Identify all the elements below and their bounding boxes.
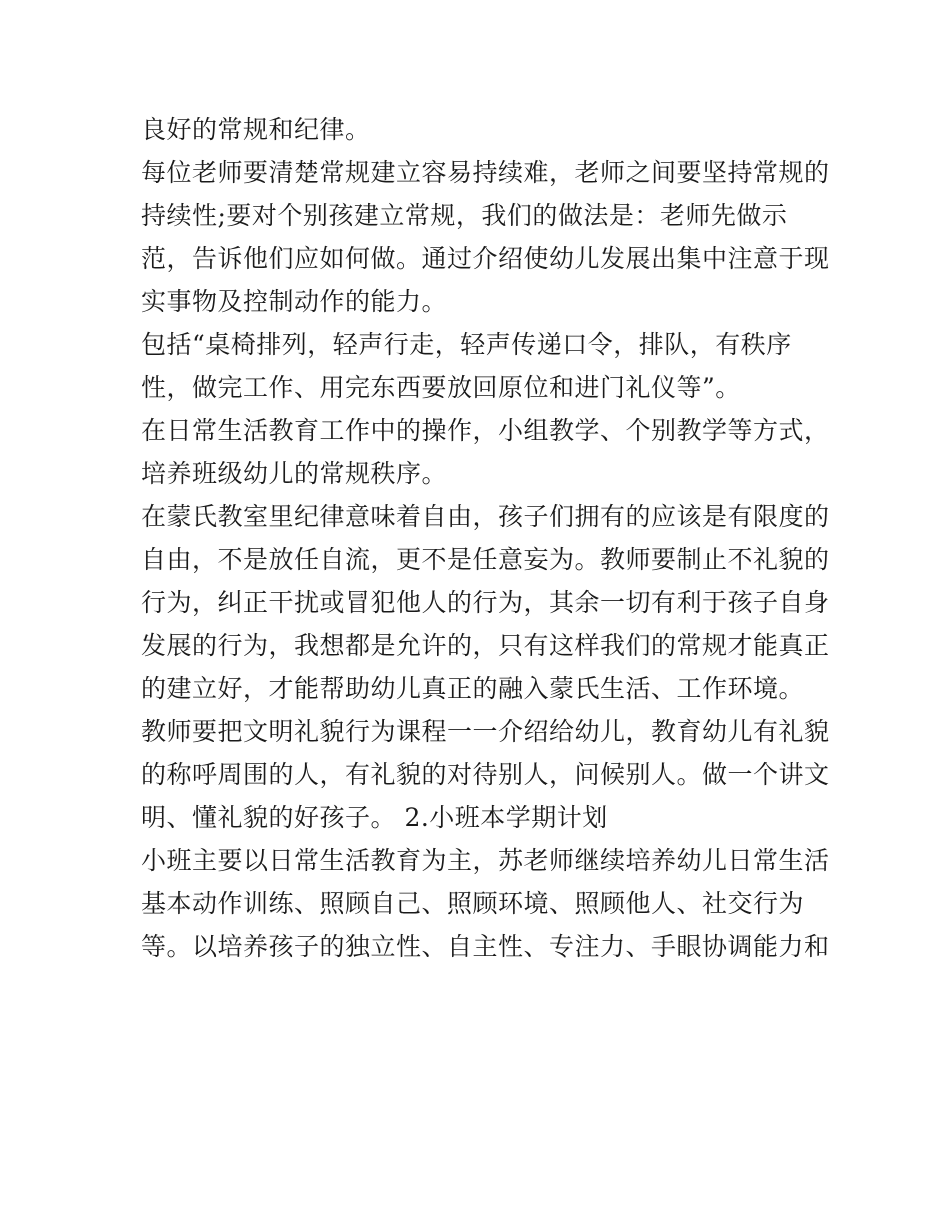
text-line: 每位老师要清楚常规建立容易持续难，老师之间要坚持常规的 bbox=[141, 158, 830, 187]
text-line: 在蒙氏教室里纪律意味着自由，孩子们拥有的应该是有限度的 bbox=[141, 502, 830, 531]
text-line: 明、懂礼貌的好孩子。 2.小班本学期计划 bbox=[141, 803, 608, 832]
text-line: 范，告诉他们应如何做。通过介绍使幼儿发展出集中注意于现 bbox=[141, 244, 830, 273]
text-line: 基本动作训练、照顾自己、照顾环境、照顾他人、社交行为 bbox=[141, 889, 805, 918]
text-line: 实事物及控制动作的能力。 bbox=[141, 287, 448, 316]
body-text bbox=[141, 108, 830, 968]
text-line: 包括“桌椅排列，轻声行走，轻声传递口令，排队，有秩序 bbox=[141, 330, 792, 359]
text-line: 等。以培养孩子的独立性、自主性、专注力、手眼协调能力和 bbox=[141, 932, 830, 961]
text-line: 小班主要以日常生活教育为主，苏老师继续培养幼儿日常生活 bbox=[141, 846, 830, 875]
text-line: 的称呼周围的人，有礼貌的对待别人，问候别人。做一个讲文 bbox=[141, 760, 830, 789]
text-line: 良好的常规和纪律。 bbox=[141, 115, 371, 144]
text-line: 自由，不是放任自流，更不是任意妄为。教师要制止不礼貌的 bbox=[141, 545, 830, 574]
text-line: 行为，纠正干扰或冒犯他人的行为，其余一切有利于孩子自身 bbox=[141, 588, 830, 617]
text-line: 培养班级幼儿的常规秩序。 bbox=[141, 459, 448, 488]
text-line: 发展的行为，我想都是允许的，只有这样我们的常规才能真正 bbox=[141, 631, 830, 660]
text-line: 的建立好，才能帮助幼儿真正的融入蒙氏生活、工作环境。 bbox=[141, 674, 805, 703]
text-line: 性，做完工作、用完东西要放回原位和进门礼仪等”。 bbox=[141, 373, 741, 402]
text-line: 持续性;要对个别孩建立常规，我们的做法是：老师先做示 bbox=[141, 201, 788, 230]
text-line: 教师要把文明礼貌行为课程一一介绍给幼儿，教育幼儿有礼貌 bbox=[141, 717, 830, 746]
text-line: 在日常生活教育工作中的操作，小组教学、个别教学等方式， bbox=[141, 416, 830, 445]
